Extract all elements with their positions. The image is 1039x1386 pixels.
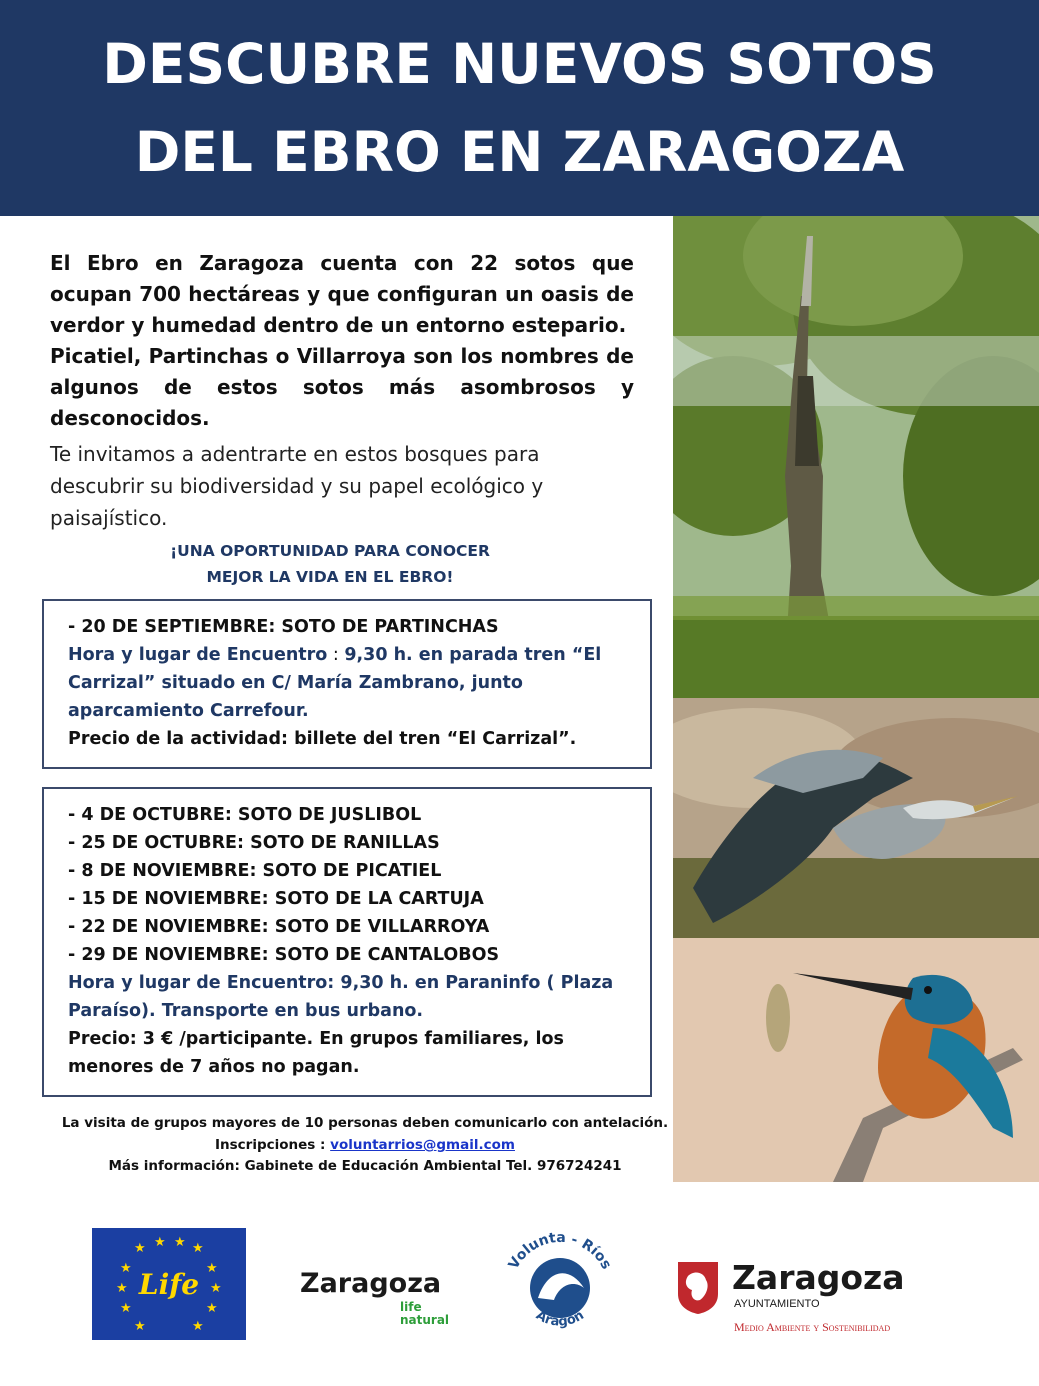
voluntarios-aragon-logo	[500, 1228, 620, 1340]
za-dept: Medio Ambiente y Sostenibilidad	[734, 1320, 891, 1334]
activity-date: - 25 DE OCTUBRE: SOTO DE RANILLAS	[68, 833, 440, 853]
za-word: Zaragoza	[732, 1258, 905, 1297]
invitation-line-2: descubrir su biodiversidad y su papel ecológico y	[50, 474, 544, 498]
svg-text:★: ★	[206, 1261, 218, 1276]
vr-bottom-text: Aragón	[533, 1307, 587, 1330]
svg-text:★: ★	[192, 1319, 204, 1334]
signup-line	[40, 1137, 690, 1153]
slogan-line-2: MEJOR LA VIDA EN EL EBRO!	[206, 568, 454, 586]
title-line-2: DEL EBRO EN ZARAGOZA	[134, 120, 905, 184]
svg-text:★: ★	[120, 1301, 132, 1316]
signup-label: Inscripciones :	[215, 1137, 331, 1153]
invitation-line-1: Te invitamos a adentrarte en estos bosques para	[50, 442, 540, 466]
meeting-label: Hora y lugar de Encuentro	[68, 645, 328, 665]
zaragoza-life-natural-logo	[300, 1262, 450, 1332]
activity-price: Precio de la actividad: billete del tren “El Carrizal”.	[68, 729, 577, 749]
slogan	[40, 538, 620, 590]
slogan-line-1: ¡UNA OPORTUNIDAD PARA CONOCER	[170, 542, 490, 560]
signup-email-link[interactable]: voluntarrios@gmail.com	[330, 1137, 515, 1153]
lion-shield-icon	[676, 1260, 720, 1316]
invitation-text	[50, 438, 634, 534]
meeting-value: 9,30 h. en parada tren “El	[344, 645, 602, 665]
title-line-1: DESCUBRE NUEVOS SOTOS	[102, 32, 937, 96]
intro-paragraph-1: El Ebro en Zaragoza cuenta con 22 sotos que ocupan 700 hectáreas y que configuran un oasis de verdor y humedad dentro de un entorno estepario.	[50, 251, 634, 337]
activity-date: - 20 DE SEPTIEMBRE: SOTO DE PARTINCHAS	[68, 617, 499, 637]
price-line-2: menores de 7 años no pagan.	[68, 1057, 360, 1077]
svg-text:★: ★	[210, 1281, 222, 1296]
svg-text:★: ★	[192, 1241, 204, 1256]
september-activity-box	[42, 599, 652, 769]
svg-text:★: ★	[134, 1319, 146, 1334]
intro-paragraph-2: Picatiel, Partinchas o Villarroya son los nombres de algunos de estos sotos más asombrosos y desconocidos.	[50, 344, 634, 430]
riverside-forest-photo	[673, 216, 1039, 698]
life-logo-text: Life	[138, 1268, 200, 1301]
meeting-info-line-2: Paraíso). Transporte en bus urbano.	[68, 1001, 424, 1021]
vr-top-text: Volunta - Ríos	[505, 1229, 615, 1273]
invitation-line-3: paisajístico.	[50, 506, 168, 530]
zln-sub-2: natural	[400, 1313, 450, 1327]
more-info: Más información: Gabinete de Educación Ambiental Tel. 976724241	[108, 1158, 622, 1174]
activity-date: - 8 DE NOVIEMBRE: SOTO DE PICATIEL	[68, 861, 442, 881]
svg-text:★: ★	[120, 1261, 132, 1276]
intro-text	[50, 248, 634, 434]
meeting-separator: :	[327, 645, 345, 665]
svg-text:★: ★	[116, 1281, 128, 1296]
svg-text:★: ★	[206, 1301, 218, 1316]
za-sub: AYUNTAMIENTO	[734, 1298, 820, 1310]
meeting-info-line-3: aparcamiento Carrefour.	[68, 701, 309, 721]
svg-text:★: ★	[174, 1235, 186, 1250]
activity-date: - 15 DE NOVIEMBRE: SOTO DE LA CARTUJA	[68, 889, 484, 909]
kingfisher-photo	[673, 938, 1039, 1182]
heron-photo	[673, 698, 1039, 938]
meeting-info-line-2: Carrizal” situado en C/ María Zambrano, junto	[68, 673, 523, 693]
svg-text:★: ★	[134, 1241, 146, 1256]
ayuntamiento-zaragoza-logo	[676, 1256, 916, 1336]
activity-date: - 22 DE NOVIEMBRE: SOTO DE VILLARROYA	[68, 917, 490, 937]
meeting-info-line-1	[68, 645, 601, 665]
activity-date: - 29 DE NOVIEMBRE: SOTO DE CANTALOBOS	[68, 945, 500, 965]
eu-life-logo	[92, 1228, 246, 1340]
meeting-info-line-1: Hora y lugar de Encuentro: 9,30 h. en Paraninfo ( Plaza	[68, 973, 614, 993]
zln-sub-1: life	[400, 1300, 422, 1314]
group-notice: La visita de grupos mayores de 10 personas deben comunicarlo con antelación.	[61, 1115, 669, 1131]
svg-text:★: ★	[154, 1235, 166, 1250]
zln-word: Zaragoza	[300, 1268, 442, 1299]
activity-date: - 4 DE OCTUBRE: SOTO DE JUSLIBOL	[68, 805, 422, 825]
autumn-activities-box	[42, 787, 652, 1097]
title-banner	[0, 0, 1039, 216]
price-line-1: Precio: 3 € /participante. En grupos familiares, los	[68, 1029, 564, 1049]
